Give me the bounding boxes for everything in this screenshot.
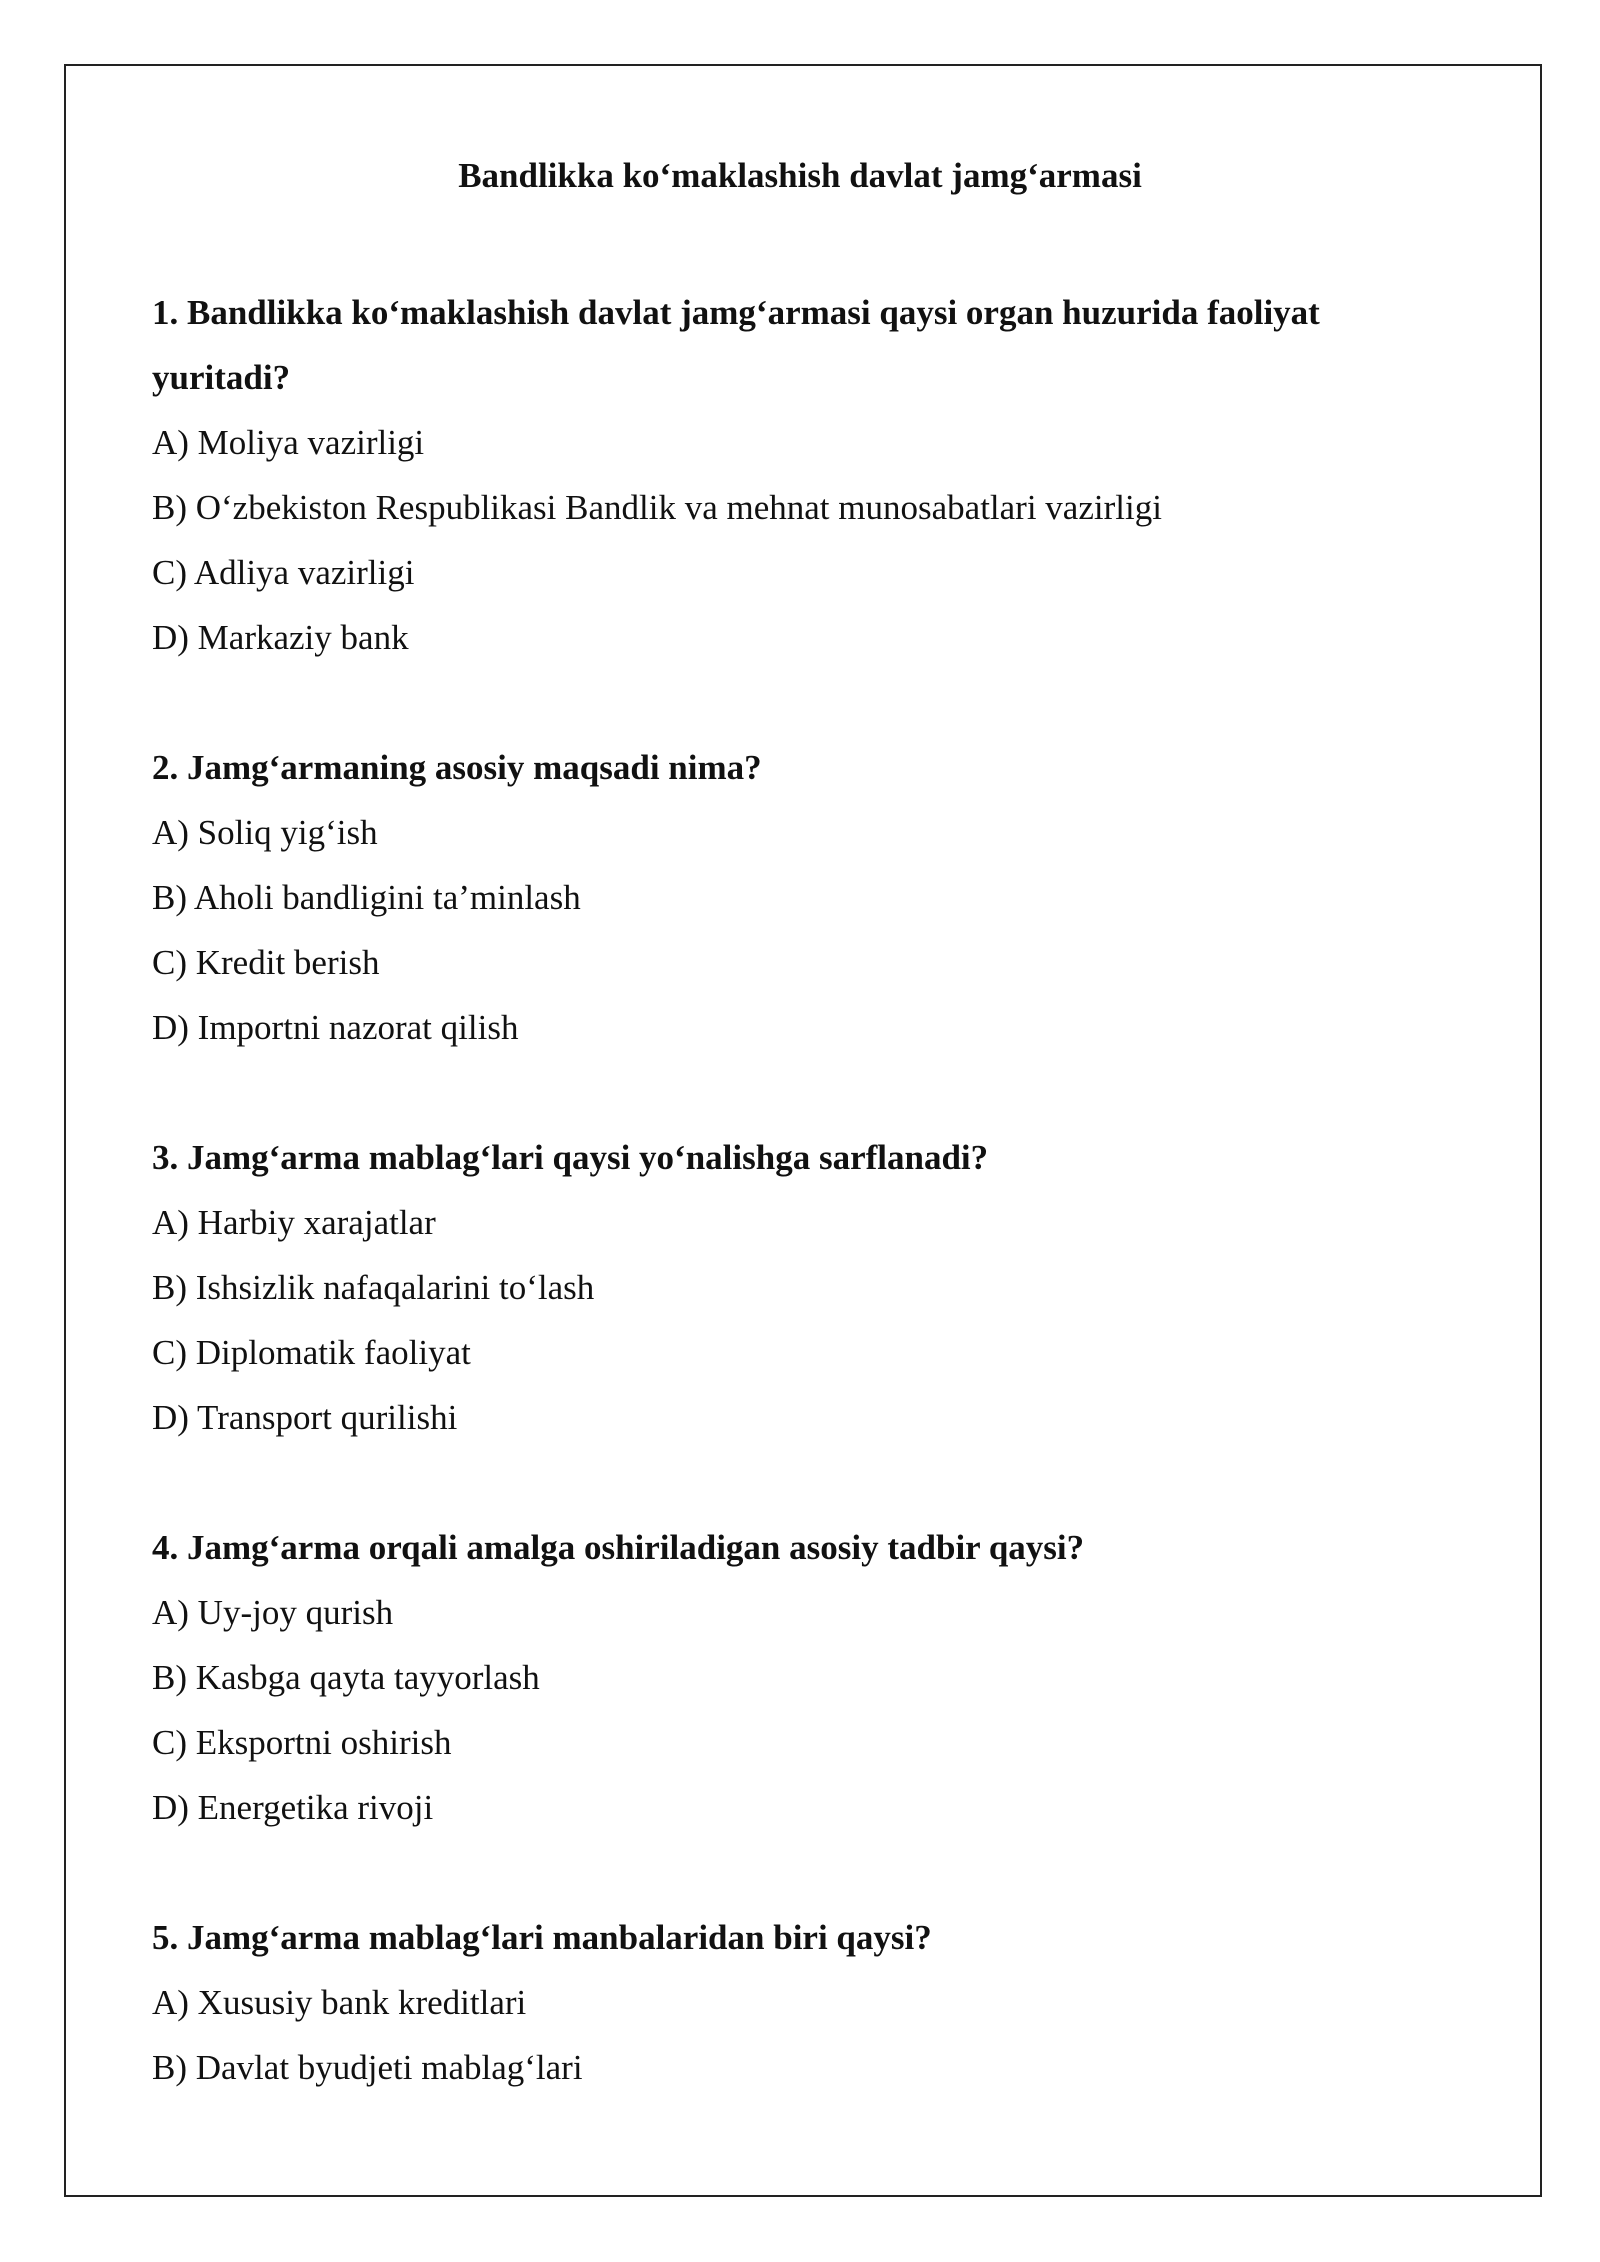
answer-option-b: B) O‘zbekiston Respublikasi Bandlik va mehnat munosabatlari vazirligi [152,488,1162,527]
question-3 [152,1125,1452,1450]
answer-option-a: A) Harbiy xarajatlar [152,1203,436,1242]
answer-option-d: D) Importni nazorat qilish [152,1008,519,1047]
question-text: 2. Jamg‘armaning asosiy maqsadi nima? [152,748,762,787]
answer-option-b: B) Ishsizlik nafaqalarini to‘lash [152,1268,595,1307]
question-text: 5. Jamg‘arma mablag‘lari manbalaridan biri qaysi? [152,1918,932,1957]
question-list [152,280,1452,2165]
answer-option-b: B) Kasbga qayta tayyorlash [152,1658,540,1697]
question-4 [152,1515,1452,1840]
answer-option-b: B) Aholi bandligini ta’minlash [152,878,581,917]
question-2 [152,735,1452,1060]
question-5 [152,1905,1452,2100]
answer-option-c: C) Adliya vazirligi [152,553,415,592]
answer-option-a: A) Moliya vazirligi [152,423,425,462]
document-title: Bandlikka ko‘maklashish davlat jamg‘armasi [458,156,1142,195]
question-text: 1. Bandlikka ko‘maklashish davlat jamg‘armasi qaysi organ huzurida faoliyat yuritadi? [152,293,1320,397]
answer-option-c: C) Kredit berish [152,943,380,982]
answer-option-c: C) Diplomatik faoliyat [152,1333,471,1372]
question-text: 4. Jamg‘arma orqali amalga oshiriladigan asosiy tadbir qaysi? [152,1528,1085,1567]
question-1 [152,280,1452,670]
answer-option-d: D) Transport qurilishi [152,1398,458,1437]
answer-option-b: B) Davlat byudjeti mablag‘lari [152,2048,583,2087]
answer-option-d: D) Energetika rivoji [152,1788,434,1827]
answer-option-d: D) Markaziy bank [152,618,409,657]
question-text: 3. Jamg‘arma mablag‘lari qaysi yo‘nalishga sarflanadi? [152,1138,989,1177]
answer-option-a: A) Uy-joy qurish [152,1593,394,1632]
answer-option-a: A) Xususiy bank kreditlari [152,1983,527,2022]
answer-option-c: C) Eksportni oshirish [152,1723,452,1762]
answer-option-a: A) Soliq yig‘ish [152,813,378,852]
